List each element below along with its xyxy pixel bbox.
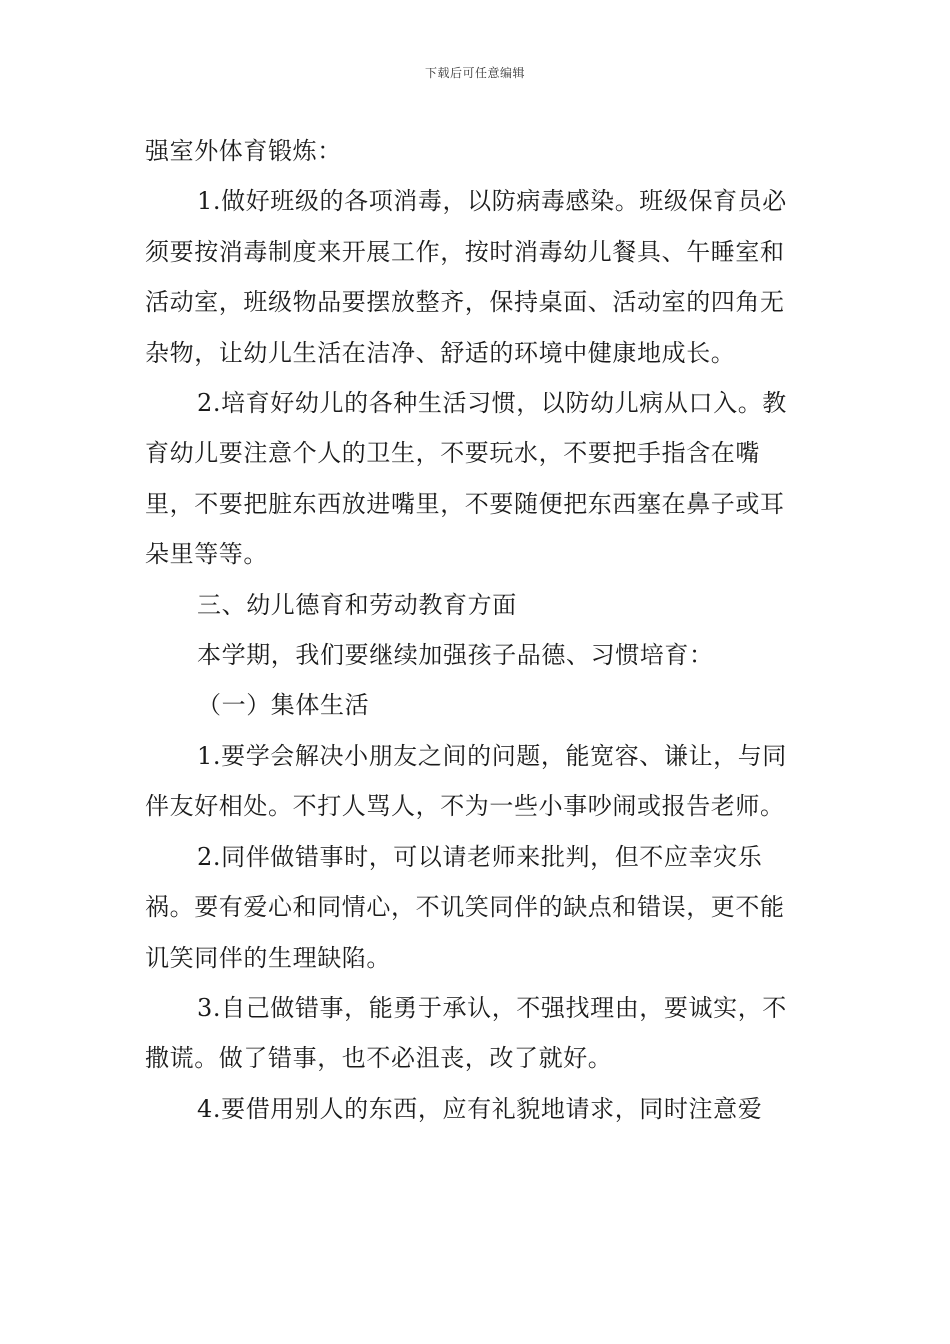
paragraph-item-1: 1.要学会解决小朋友之间的问题，能宽容、谦让，与同伴友好相处。不打人骂人，不为一些小事吵闹或报告老师。 [145, 741, 787, 821]
paragraph-disinfection: 1.做好班级的各项消毒，以防病毒感染。班级保育员必须要按消毒制度来开展工作，按时消毒幼儿餐具、午睡室和活动室，班级物品要摆放整齐，保持桌面、活动室的四角无杂物，让幼儿生活在洁净、舒适的环境中健康地成长。 [145, 187, 787, 367]
paragraph-item-2: 2.同伴做错事时，可以请老师来批判，但不应幸灾乐祸。要有爱心和同情心，不讥笑同伴的缺点和错误，更不能讥笑同伴的生理缺陷。 [145, 842, 785, 972]
paragraph-habits: 2.培育好幼儿的各种生活习惯，以防幼儿病从口入。教育幼儿要注意个人的卫生，不要玩水，不要把手指含在嘴里，不要把脏东西放进嘴里，不要随便把东西塞在鼻子或耳朵里等等。 [145, 389, 787, 569]
page-header: 下载后可任意编辑 [424, 66, 525, 80]
section-heading: 三、幼儿德育和劳动教育方面 [197, 590, 517, 619]
paragraph-semester: 本学期，我们要继续加强孩子品德、习惯培育： [197, 641, 714, 670]
paragraph-item-4: 4.要借用别人的东西，应有礼貌地请求，同时注意爱 [197, 1094, 763, 1123]
paragraph-intro: 强室外体育锻炼： [145, 137, 342, 165]
subsection-heading: （一）集体生活 [197, 691, 370, 720]
paragraph-item-3: 3.自己做错事，能勇于承认，不强找理由，要诚实，不撒谎。做了错事，也不必沮丧，改了就好。 [145, 993, 787, 1073]
document-body [145, 126, 805, 1134]
